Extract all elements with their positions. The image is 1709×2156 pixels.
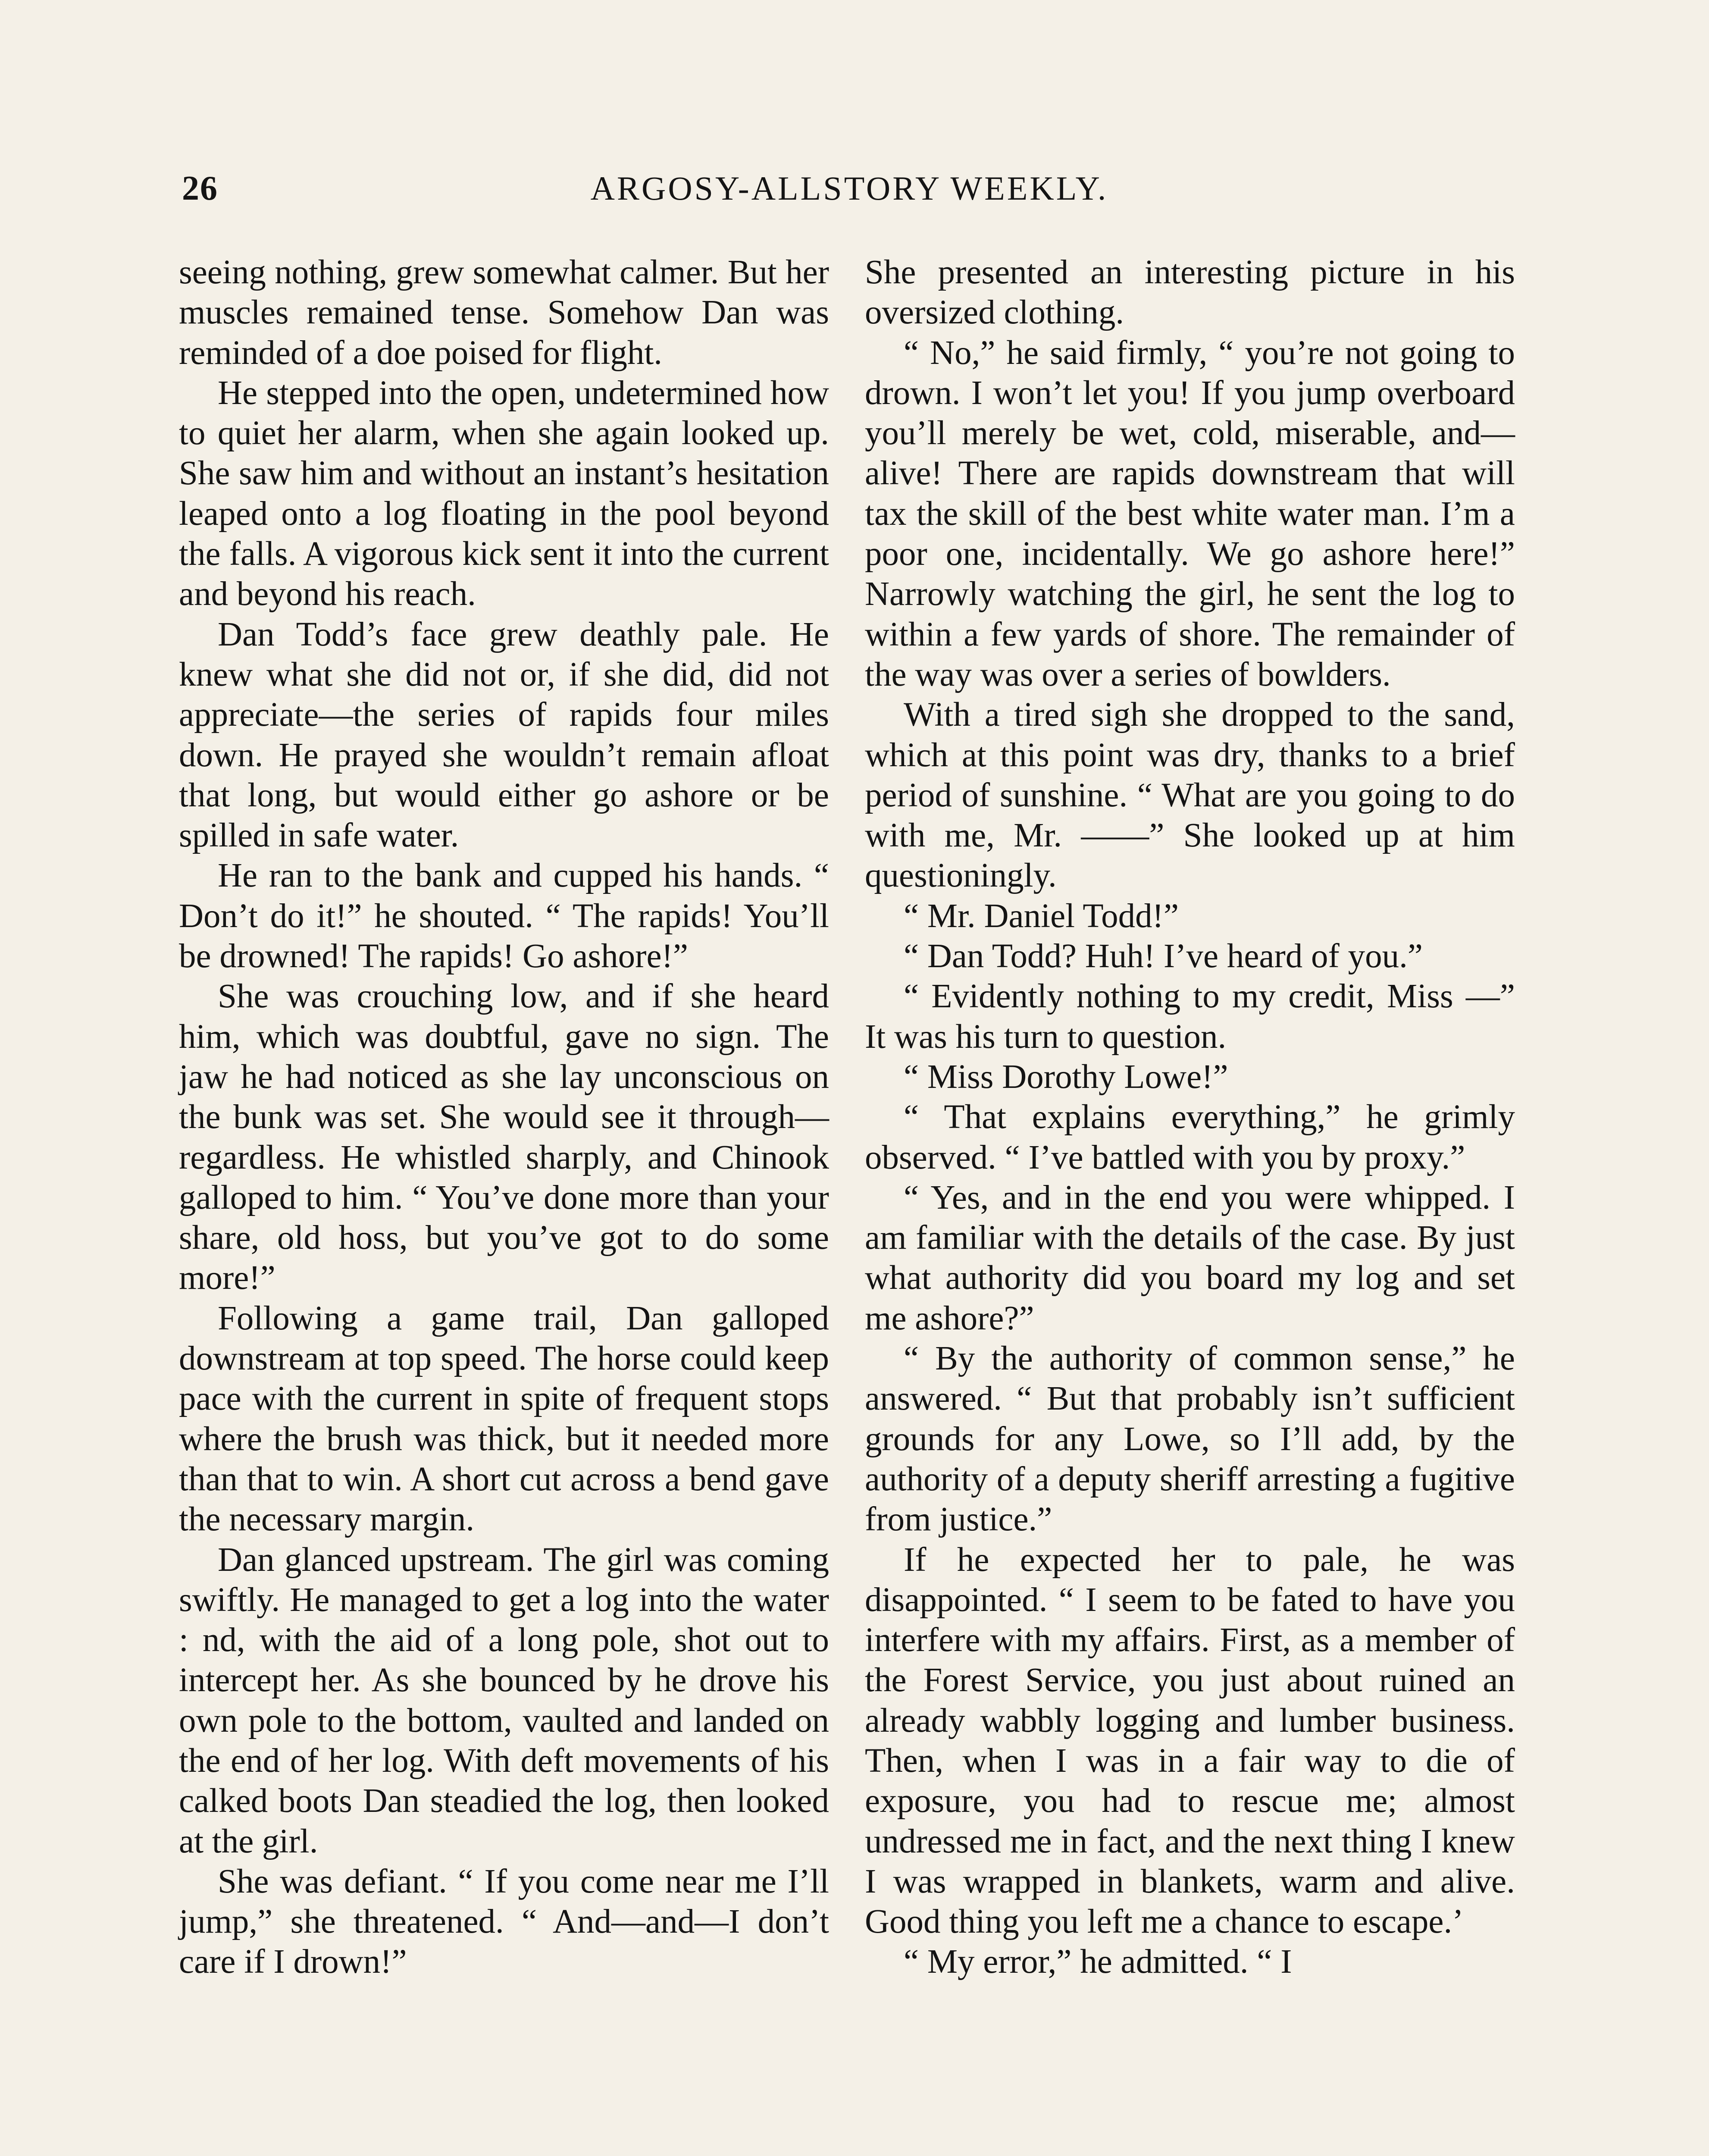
paragraph: If he expected her to pale, he was disappointed. “ I seem to be fated to have you interfere with my affairs. First, as a member of the Forest Service, you just about ruined an already wabbly logging and lumber business. Then, when I was in a fair way to die of exposure, you had to rescue me; almost undressed me in fact, and the next thing I knew I was wrapped in blankets, warm and alive. Good thing you left me a chance to escape.’ bbox=[865, 1541, 1515, 1941]
paragraph: “ Evidently nothing to my credit, Miss —” It was his turn to question. bbox=[865, 978, 1515, 1056]
paragraph: seeing nothing, grew somewhat calmer. But her muscles remained tense. Somehow Dan was reminded of a doe poised for flight. bbox=[179, 254, 829, 372]
page-number: 26 bbox=[182, 169, 218, 207]
paragraph: “ No,” he said firmly, “ you’re not going to drown. I won’t let you! If you jump overboard you’ll merely be wet, cold, miserable, and—alive! There are rapids downstream that will tax the skill of the best white water man. I’m a poor one, incidentally. We go ashore here!” Narrowly watching the girl, he sent the log to within a few yards of shore. The remainder of the way was over a series of bowlders. bbox=[865, 334, 1515, 693]
paragraph: He ran to the bank and cupped his hands. “ Don’t do it!” he shouted. “ The rapids! You’ll be drowned! The rapids! Go ashore!” bbox=[179, 857, 829, 975]
paragraph: “ My error,” he admitted. “ I bbox=[904, 1943, 1292, 1981]
paragraph: “ Mr. Daniel Todd!” bbox=[904, 897, 1179, 935]
running-head: ARGOSY-ALLSTORY WEEKLY. bbox=[590, 169, 1108, 207]
paragraph: “ Yes, and in the end you were whipped. I am familiar with the details of the case. By just what authority did you board my log and set me ashore?” bbox=[865, 1178, 1515, 1337]
paragraph: Following a game trail, Dan galloped downstream at top speed. The horse could keep pace with the current in spite of frequent stops where the brush was thick, but it needed more than that to win. A short cut across a bend gave the necessary margin. bbox=[179, 1299, 829, 1539]
paragraph: “ Dan Todd? Huh! I’ve heard of you.” bbox=[904, 937, 1423, 975]
paragraph: She was defiant. “ If you come near me I’ll jump,” she threatened. “ And—and—I don’t care if I drown!” bbox=[179, 1862, 829, 1981]
paragraph: Dan glanced upstream. The girl was coming swiftly. He managed to get a log into the water : nd, with the aid of a long pole, shot out to intercept her. As she bounced by he drove his own pole to the bottom, vaulted and landed on the end of her log. With deft movements of his calked boots Dan steadied the log, then looked at the girl. bbox=[179, 1541, 829, 1860]
paragraph: He stepped into the open, undetermined how to quiet her alarm, when she again looked up. She saw him and without an instant’s hesitation leaped onto a log floating in the pool beyond the falls. A vigorous kick sent it into the current and beyond his reach. bbox=[179, 374, 829, 613]
paragraph: With a tired sigh she dropped to the sand, which at this point was dry, thanks to a brief period of sunshine. “ What are you going to do with me, Mr. ——” She looked up at him questioningly. bbox=[865, 696, 1515, 895]
paragraph: “ Miss Dorothy Lowe!” bbox=[904, 1058, 1228, 1096]
paragraph: “ By the authority of common sense,” he answered. “ But that probably isn’t sufficient grounds for any Lowe, so I’ll add, by the authority of a deputy sheriff arresting a fugitive from justice.” bbox=[865, 1340, 1515, 1539]
left-column bbox=[179, 252, 829, 1982]
right-column bbox=[865, 252, 1515, 1982]
paragraph: She presented an interesting picture in his oversized clothing. bbox=[865, 254, 1515, 332]
paragraph: Dan Todd’s face grew deathly pale. He knew what she did not or, if she did, did not appreciate—the series of rapids four miles down. He prayed she wouldn’t remain afloat that long, but would either go ashore or be spilled in safe water. bbox=[179, 615, 829, 855]
paragraph: “ That explains everything,” he grimly observed. “ I’ve battled with you by proxy.” bbox=[865, 1098, 1515, 1176]
paragraph: She was crouching low, and if she heard him, which was doubtful, gave no sign. The jaw he had noticed as she lay unconscious on the bunk was set. She would see it through—regardless. He whistled sharply, and Chinook galloped to him. “ You’ve done more than your share, old hoss, but you’ve got to do some more!” bbox=[179, 978, 829, 1297]
